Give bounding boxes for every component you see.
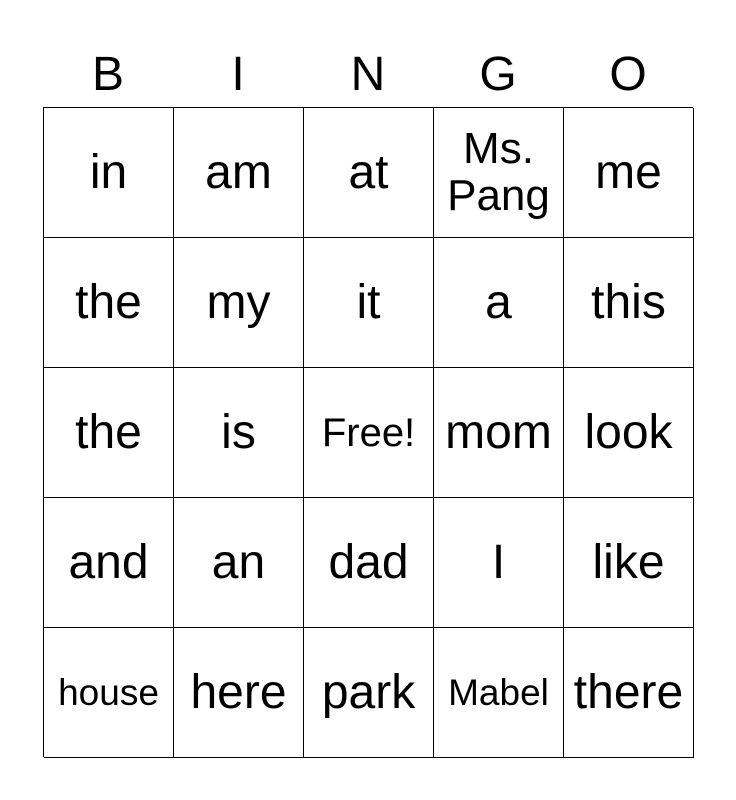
cell-word: Mabel — [448, 672, 549, 713]
header-letter-n: N — [350, 48, 386, 101]
cell-word: park — [321, 665, 416, 719]
bingo-cell[interactable] — [564, 628, 694, 758]
bingo-cell[interactable] — [304, 238, 434, 368]
bingo-cell[interactable] — [44, 628, 174, 758]
bingo-cell[interactable] — [434, 498, 564, 628]
cell-word: Ms. Pang — [447, 124, 550, 220]
cell-word: a — [485, 275, 512, 329]
cell-word: am — [205, 145, 272, 199]
bingo-cell[interactable] — [434, 628, 564, 758]
cell-word: there — [573, 665, 684, 719]
cell-word: mom — [445, 405, 552, 459]
cell-word: it — [356, 275, 381, 329]
cell-word: and — [68, 535, 149, 589]
bingo-cell[interactable] — [304, 498, 434, 628]
bingo-cell[interactable] — [434, 108, 564, 238]
cell-word: me — [595, 145, 662, 199]
bingo-cell[interactable] — [44, 238, 174, 368]
cell-word: the — [75, 405, 142, 459]
bingo-cell[interactable] — [44, 498, 174, 628]
bingo-cell[interactable] — [564, 108, 694, 238]
bingo-cell[interactable] — [434, 368, 564, 498]
cell-word: in — [89, 145, 128, 199]
header-letter-b: B — [91, 48, 124, 101]
cell-word: here — [190, 665, 287, 719]
bingo-cell[interactable] — [434, 238, 564, 368]
cell-word: my — [206, 275, 271, 329]
cell-word: the — [75, 275, 142, 329]
bingo-grid — [43, 107, 693, 757]
cell-word: I — [491, 535, 506, 589]
cell-word: Free! — [321, 410, 416, 455]
cell-word: look — [584, 405, 673, 459]
header-letter-g: G — [479, 48, 517, 101]
cell-word: this — [591, 275, 666, 329]
bingo-header — [43, 44, 693, 106]
bingo-cell[interactable] — [564, 368, 694, 498]
bingo-cell[interactable] — [304, 108, 434, 238]
free-space-cell[interactable] — [304, 368, 434, 498]
cell-word: like — [592, 535, 665, 589]
bingo-cell[interactable] — [174, 108, 304, 238]
header-letter-o: O — [609, 48, 647, 101]
bingo-cell[interactable] — [44, 108, 174, 238]
cell-word: an — [211, 535, 266, 589]
bingo-cell[interactable] — [304, 628, 434, 758]
cell-word: at — [348, 145, 389, 199]
cell-word: is — [221, 405, 256, 459]
bingo-cell[interactable] — [174, 498, 304, 628]
bingo-cell[interactable] — [174, 628, 304, 758]
cell-word: house — [58, 672, 159, 713]
bingo-cell[interactable] — [564, 498, 694, 628]
bingo-cell[interactable] — [564, 238, 694, 368]
bingo-cell[interactable] — [44, 368, 174, 498]
bingo-cell[interactable] — [174, 368, 304, 498]
cell-word: dad — [328, 535, 409, 589]
header-letter-i: I — [231, 48, 245, 101]
bingo-cell[interactable] — [174, 238, 304, 368]
